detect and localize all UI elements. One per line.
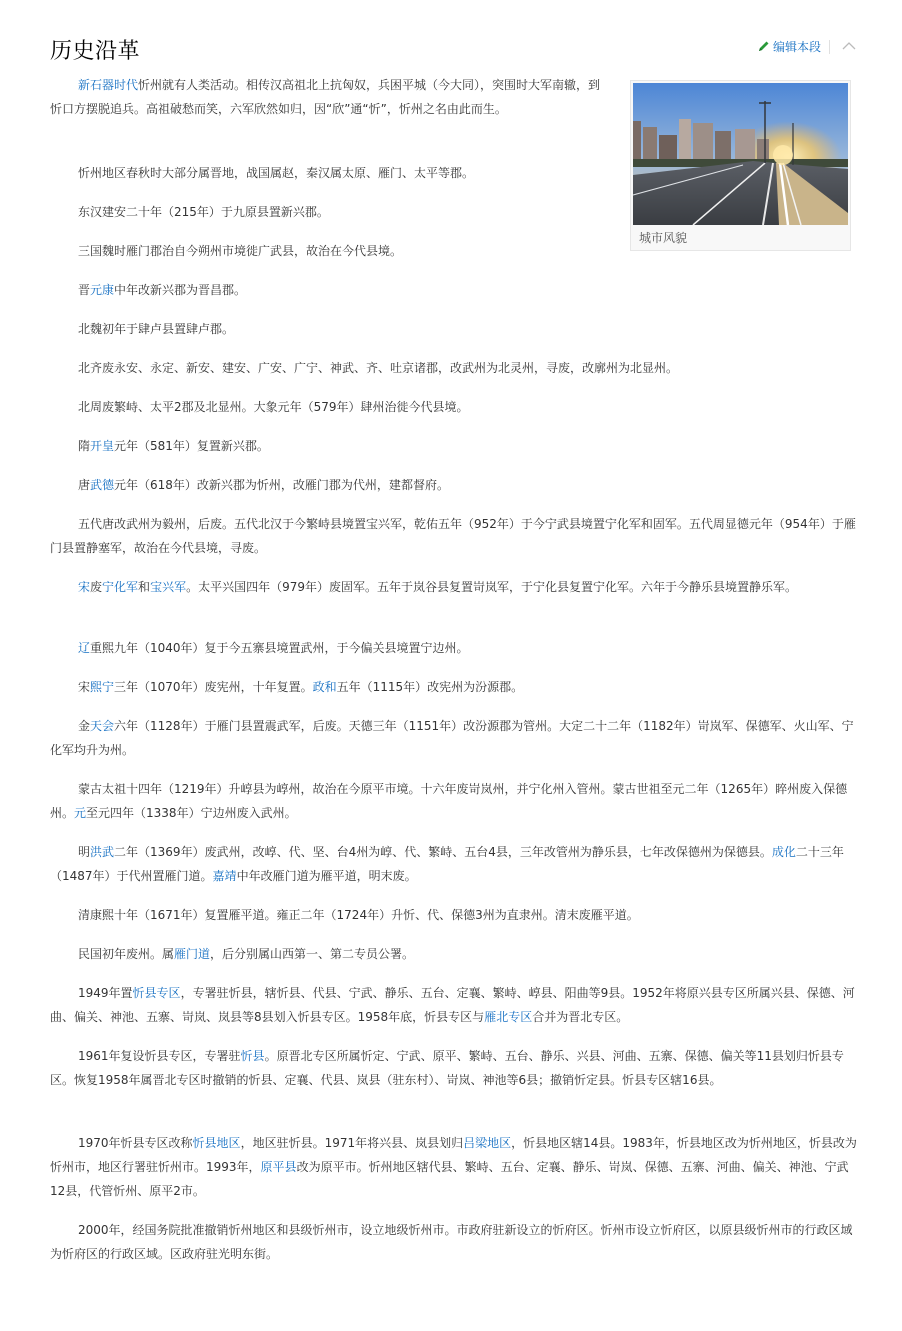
paragraph-text: 清康熙十年（1671年）复置雁平道。雍正二年（1724年）升忻、代、保德3州为直隶州。清末废雁平道。	[78, 908, 639, 922]
term-link[interactable]: 宁化军	[102, 580, 139, 594]
paragraph-text: 三年（1070年）废宪州，十年复置。	[114, 680, 313, 694]
term-link[interactable]: 原平县	[260, 1160, 297, 1174]
history-paragraph	[50, 575, 860, 599]
paragraph-text: 民国初年废州。属	[78, 947, 175, 961]
term-link[interactable]: 新石器时代	[78, 78, 139, 92]
paragraph-text: 二十三年（1487年）于代州置雁门道。	[50, 845, 844, 883]
paragraph-text: 三国魏时雁门郡治自今朔州市境徙广武县，故治在今代县境。	[78, 244, 403, 258]
term-link[interactable]: 雁北专区	[484, 1010, 533, 1024]
history-paragraph	[50, 161, 860, 185]
history-paragraph	[50, 73, 605, 121]
history-paragraph	[50, 1044, 860, 1092]
chevron-up-icon	[840, 38, 858, 54]
paragraph-text: 宋	[78, 680, 91, 694]
paragraph-text: 1970年忻县专区改称	[78, 1136, 193, 1150]
collapse-button[interactable]	[840, 38, 858, 54]
term-link[interactable]: 政和	[312, 680, 337, 694]
term-link[interactable]: 吕梁地区	[463, 1136, 512, 1150]
edit-section-label: 编辑本段	[773, 40, 822, 54]
term-link[interactable]: 元	[74, 806, 87, 820]
paragraph-text: 唐	[78, 478, 91, 492]
paragraph-text: 北魏初年于肆卢县置肆卢郡。	[78, 322, 235, 336]
paragraph-text: 北齐废永安、永定、新安、建安、广安、广宁、神武、齐、吐京诸郡，改武州为北灵州，寻废，改廓州为北显州。	[78, 361, 679, 375]
term-link[interactable]: 熙宁	[90, 680, 115, 694]
paragraph-text: 至元四年（1338年）宁边州废入武州。	[86, 806, 297, 820]
paragraph-text: 元年（618年）改新兴郡为忻州，改雁门郡为代州，建都督府。	[114, 478, 449, 492]
paragraph-text: 北周废繁峙、太平2郡及北显州。大象元年（579年）肆州治徙今代县境。	[78, 400, 469, 414]
term-link[interactable]: 忻县地区	[192, 1136, 241, 1150]
history-paragraph	[50, 903, 860, 927]
paragraph-text: ，地区驻忻县。1971年将兴县、岚县划归	[240, 1136, 464, 1150]
paragraph-text: 元年（581年）复置新兴郡。	[114, 439, 269, 453]
history-paragraph	[50, 777, 860, 825]
paragraph-text: 晋	[78, 283, 91, 297]
history-paragraph	[50, 356, 860, 380]
paragraph-text: 五年（1115年）改宪州为汾源郡。	[336, 680, 524, 694]
paragraph-text: 六年（1128年）于雁门县置震武军，后废。天德三年（1151年）改汾源郡为管州。大定二十二年（1182年）岢岚军、保德军、火山军、宁化军均升为州。	[50, 719, 854, 757]
paragraph-text: 重熙九年（1040年）复于今五寨县境置武州，于今偏关县境置宁边州。	[90, 641, 469, 655]
term-link[interactable]: 嘉靖	[212, 869, 237, 883]
section-header	[50, 28, 860, 72]
term-link[interactable]: 忻县	[240, 1049, 265, 1063]
header-divider	[829, 40, 830, 54]
paragraph-text: 五代唐改武州为毅州，后废。五代北汉于今繁峙县境置宝兴军，乾佑五年（952年）于今宁武县境置宁化军和固军。五代周显德元年（954年）于雁门县置静塞军，故治在今代县境，寻废。	[50, 517, 856, 555]
figure-caption: 城市风貌	[639, 231, 688, 245]
term-link[interactable]: 天会	[90, 719, 115, 733]
term-link[interactable]: 洪武	[90, 845, 115, 859]
history-paragraph	[50, 395, 860, 419]
paragraph-text: 。太平兴国四年（979年）废固军。五年于岚谷县复置岢岚军，于宁化县复置宁化军。六年于今静乐县境置静乐军。	[186, 580, 797, 594]
paragraph-text: 废	[90, 580, 103, 594]
term-link[interactable]: 宝兴军	[150, 580, 187, 594]
paragraph-text: 合并为晋北专区。	[532, 1010, 629, 1024]
pencil-icon	[758, 40, 771, 52]
paragraph-text: ，忻县地区辖14县。1983年，忻县地区改为忻州地区，忻县改为忻州市，地区行署驻忻州市。1993年，	[50, 1136, 857, 1174]
paragraph-text: 东汉建安二十年（215年）于九原县置新兴郡。	[78, 205, 329, 219]
paragraph-text: 和	[138, 580, 151, 594]
edit-section-button[interactable]	[758, 38, 821, 55]
history-paragraph	[50, 317, 860, 341]
history-paragraph	[50, 239, 860, 263]
history-paragraph	[50, 200, 860, 224]
paragraph-text: 二年（1369年）废武州，改崞、代、坚、台4州为崞、代、繁峙、五台4县，三年改管州为静乐县，七年改保德州为保德县。	[114, 845, 772, 859]
paragraph-text: 隋	[78, 439, 91, 453]
history-paragraph	[50, 1131, 860, 1203]
history-paragraph	[50, 473, 860, 497]
paragraph-text: 中年改雁门道为雁平道，明末废。	[236, 869, 417, 883]
history-paragraph	[50, 512, 860, 560]
paragraph-text: 1961年复设忻县专区，专署驻	[78, 1049, 241, 1063]
paragraph-text: 蒙古太祖十四年（1219年）升崞县为崞州，故治在今原平市境。十六年废岢岚州，并宁化州入管州。蒙古世祖至元二年（1265年）睟州废入保德州。	[50, 782, 848, 820]
history-paragraph	[50, 1218, 860, 1266]
history-paragraph	[50, 434, 860, 458]
paragraph-text: 明	[78, 845, 91, 859]
term-link[interactable]: 雁门道	[174, 947, 211, 961]
paragraph-text: 金	[78, 719, 91, 733]
history-paragraph	[50, 636, 860, 660]
paragraph-text: 1949年置	[78, 986, 133, 1000]
history-paragraph	[50, 675, 860, 699]
history-paragraph	[50, 840, 860, 888]
history-paragraph	[50, 981, 860, 1029]
term-link[interactable]: 武德	[90, 478, 115, 492]
term-link[interactable]: 辽	[78, 641, 91, 655]
history-paragraph	[50, 942, 860, 966]
term-link[interactable]: 开皇	[90, 439, 115, 453]
history-paragraph	[50, 278, 860, 302]
term-link[interactable]: 元康	[90, 283, 115, 297]
section-title: 历史沿革	[50, 39, 141, 64]
paragraph-text: 忻州地区春秋时大部分属晋地，战国属赵，秦汉属太原、雁门、太平等郡。	[78, 166, 475, 180]
term-link[interactable]: 成化	[771, 845, 796, 859]
history-paragraph	[50, 714, 860, 762]
paragraph-text: ，专署驻忻县，辖忻县、代县、宁武、静乐、五台、定襄、繁峙、崞县、阳曲等9县。1952年将原兴县专区所属兴县、保德、河曲、偏关、神池、五寨、岢岚、岚县等8县划入忻县专区。1958年底，忻县专区与	[50, 986, 855, 1024]
term-link[interactable]: 忻县专区	[132, 986, 181, 1000]
paragraph-text: 中年改新兴郡为晋昌郡。	[114, 283, 247, 297]
paragraph-text: 2000年，经国务院批准撤销忻州地区和县级忻州市，设立地级忻州市。市政府驻新设立的忻府区。忻州市设立忻府区，以原县级忻州市的行政区域为忻府区的行政区域。区政府驻光明东街。	[50, 1223, 853, 1261]
paragraph-text: 忻州就有人类活动。相传汉高祖北上抗匈奴，兵困平城（今大同），突围时大军南辙，到忻口方摆脱追兵。高祖破愁而笑，六军欣然如归，因“欣”通“忻”，忻州之名由此而生。	[50, 78, 601, 116]
paragraph-text: 改为原平市。忻州地区辖代县、繁峙、五台、定襄、静乐、岢岚、保德、五寨、河曲、偏关、神池、宁武12县，代管忻州、原平2市。	[50, 1160, 849, 1198]
paragraph-text: ，后分别属山西第一、第二专员公署。	[210, 947, 415, 961]
paragraph-text: 。原晋北专区所属忻定、宁武、原平、繁峙、五台、静乐、兴县、河曲、五寨、保德、偏关等11县划归忻县专区。恢复1958年属晋北专区时撤销的忻县、定襄、代县、岚县（驻东村）、岢岚、神池等6县；撤销忻定县。忻县专区辖16县。	[50, 1049, 844, 1087]
term-link[interactable]: 宋	[78, 580, 91, 594]
